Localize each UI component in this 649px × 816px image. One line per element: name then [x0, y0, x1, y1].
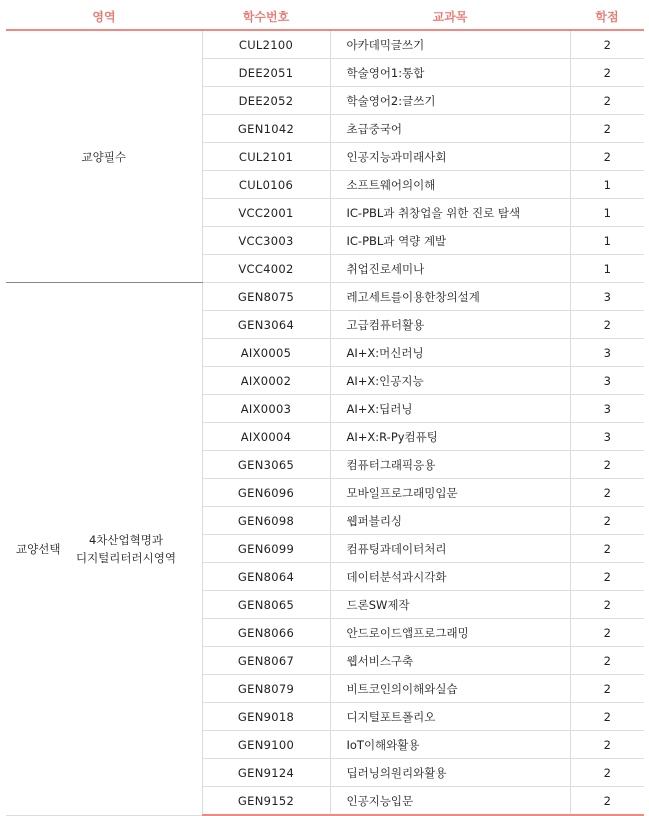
course-name: AI+X:R-Py컴퓨팅: [330, 423, 570, 451]
course-credit: 2: [570, 591, 644, 619]
course-code: VCC4002: [202, 255, 330, 283]
course-code: GEN3065: [202, 451, 330, 479]
course-name: 학술영어1:통합: [330, 59, 570, 87]
course-credit: 2: [570, 703, 644, 731]
course-credit: 2: [570, 479, 644, 507]
course-credit: 3: [570, 283, 644, 311]
course-code: GEN9152: [202, 787, 330, 816]
course-credit: 3: [570, 423, 644, 451]
course-code: GEN3064: [202, 311, 330, 339]
table-row: [6, 283, 644, 311]
course-code: GEN9124: [202, 759, 330, 787]
course-code: GEN8064: [202, 563, 330, 591]
course-name: 웹서비스구축: [330, 647, 570, 675]
course-code: AIX0004: [202, 423, 330, 451]
course-name: 소프트웨어의이해: [330, 171, 570, 199]
header-credit: 학점: [570, 3, 644, 30]
header-code: 학수번호: [202, 3, 330, 30]
course-name: AI+X:머신러닝: [330, 339, 570, 367]
course-code: GEN6098: [202, 507, 330, 535]
course-name: 초급중국어: [330, 115, 570, 143]
course-name: IC-PBL과 역량 계발: [330, 227, 570, 255]
course-credit: 2: [570, 759, 644, 787]
course-code: GEN8075: [202, 283, 330, 311]
course-name: AI+X:딥러닝: [330, 395, 570, 423]
course-code: DEE2052: [202, 87, 330, 115]
course-code: GEN8067: [202, 647, 330, 675]
course-name: 딥러닝의원리와활용: [330, 759, 570, 787]
course-code: VCC2001: [202, 199, 330, 227]
course-name: 학술영어2:글쓰기: [330, 87, 570, 115]
course-credit: 2: [570, 30, 644, 59]
course-credit: 2: [570, 311, 644, 339]
course-credit: 2: [570, 87, 644, 115]
course-credit: 1: [570, 255, 644, 283]
course-credit: 2: [570, 675, 644, 703]
course-credit: 3: [570, 367, 644, 395]
course-credit: 1: [570, 199, 644, 227]
course-credit: 2: [570, 647, 644, 675]
course-credit: 2: [570, 731, 644, 759]
course-name: 웹퍼블리싱: [330, 507, 570, 535]
course-name: 컴퓨팅과데이터처리: [330, 535, 570, 563]
course-credit: 2: [570, 507, 644, 535]
course-code: CUL0106: [202, 171, 330, 199]
course-name: 모바일프로그래밍입문: [330, 479, 570, 507]
course-credit: 2: [570, 535, 644, 563]
course-code: GEN6099: [202, 535, 330, 563]
course-code: VCC3003: [202, 227, 330, 255]
course-code: GEN6096: [202, 479, 330, 507]
course-credit: 2: [570, 59, 644, 87]
course-name: IoT이해와활용: [330, 731, 570, 759]
course-name: 디지털포트폴리오: [330, 703, 570, 731]
course-name: 인공지능과미래사회: [330, 143, 570, 171]
course-name: 취업진로세미나: [330, 255, 570, 283]
course-credit: 2: [570, 451, 644, 479]
area-cell: [6, 283, 202, 816]
course-credit: 2: [570, 143, 644, 171]
course-credit: 2: [570, 619, 644, 647]
course-credit: 2: [570, 115, 644, 143]
course-name: 레고세트를이용한창의설계: [330, 283, 570, 311]
sub-area-line1: 4차산업혁명과: [88, 532, 163, 547]
course-name: 아카데믹글쓰기: [330, 30, 570, 59]
course-name: AI+X:인공지능: [330, 367, 570, 395]
table-body: [6, 30, 644, 815]
course-name: 컴퓨터그래픽응용: [330, 451, 570, 479]
table-row: [6, 30, 644, 59]
course-code: CUL2100: [202, 30, 330, 59]
area-cell: [6, 30, 202, 283]
course-code: GEN9018: [202, 703, 330, 731]
course-credit: 3: [570, 395, 644, 423]
course-name: 비트코인의이해와실습: [330, 675, 570, 703]
sub-area-line2: 디지털리터러시영역: [75, 550, 176, 565]
course-name: 안드로이드앱프로그래밍: [330, 619, 570, 647]
area-label: 교양필수: [81, 149, 126, 164]
area-label: 교양선택: [16, 541, 61, 556]
curriculum-table: [6, 3, 644, 816]
course-name: 데이터분석과시각화: [330, 563, 570, 591]
course-code: GEN8065: [202, 591, 330, 619]
course-name: 인공지능입문: [330, 787, 570, 816]
header-area: 영역: [6, 3, 202, 30]
course-code: AIX0003: [202, 395, 330, 423]
course-code: AIX0005: [202, 339, 330, 367]
course-credit: 1: [570, 227, 644, 255]
course-code: CUL2101: [202, 143, 330, 171]
course-code: GEN1042: [202, 115, 330, 143]
table-header-row: [6, 3, 644, 30]
sub-area-label: [76, 531, 176, 567]
course-credit: 2: [570, 563, 644, 591]
course-credit: 2: [570, 787, 644, 816]
course-code: GEN8066: [202, 619, 330, 647]
course-name: 고급컴퓨터활용: [330, 311, 570, 339]
course-code: DEE2051: [202, 59, 330, 87]
course-code: AIX0002: [202, 367, 330, 395]
course-code: GEN9100: [202, 731, 330, 759]
course-name: 드론SW제작: [330, 591, 570, 619]
course-name: IC-PBL과 취창업을 위한 진로 탐색: [330, 199, 570, 227]
course-code: GEN8079: [202, 675, 330, 703]
header-course: 교과목: [330, 3, 570, 30]
course-credit: 1: [570, 171, 644, 199]
course-credit: 3: [570, 339, 644, 367]
